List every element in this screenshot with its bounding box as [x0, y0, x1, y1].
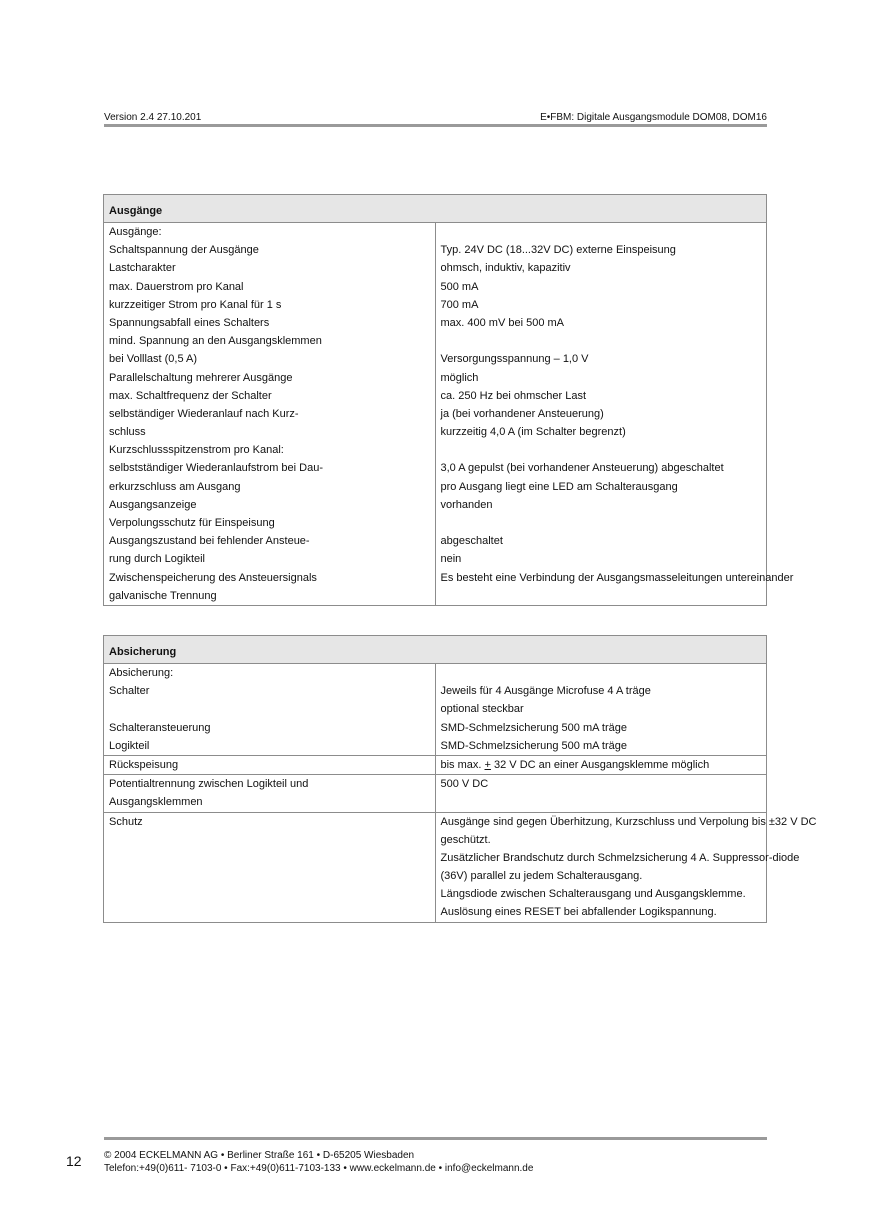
spec-line: Ausgangsanzeige — [109, 498, 197, 511]
protection-label-text: Schutz — [109, 815, 143, 828]
spec-line: Schalter — [109, 685, 150, 698]
spec-line — [441, 223, 762, 241]
spec-line — [441, 514, 762, 532]
footer-rule — [104, 1137, 767, 1140]
header-version: Version 2.4 27.10.201 — [104, 112, 202, 123]
spec-line — [441, 664, 762, 682]
spec-line: schluss — [109, 426, 146, 439]
spec-line: Parallelschaltung mehrerer Ausgänge — [109, 371, 293, 384]
page-number: 12 — [66, 1153, 82, 1169]
feedback-label — [104, 755, 436, 774]
spec-line — [109, 700, 430, 718]
spec-line: mind. Spannung an den Ausgangsklemmen — [109, 335, 322, 348]
spec-line: Auslösung eines RESET bei abfallender Logikspannung. — [440, 906, 717, 919]
fuse-table-title: Absicherung — [104, 636, 767, 664]
protection-value — [435, 812, 817, 922]
feedback-label-text: Rückspeisung — [109, 758, 179, 771]
spec-line: kurzzeitiger Strom pro Kanal für 1 s — [109, 298, 282, 311]
outputs-spec-table — [103, 194, 794, 606]
fuse-label-column — [104, 664, 436, 756]
footer-contact: Telefon:+49(0)611- 7103-0 • Fax:+49(0)611-7103-133 • www.eckelmann.de • info@eckelmann.de — [104, 1163, 534, 1174]
spec-line: Ausgänge sind gegen Überhitzung, Kurzschluss und Verpolung bis ±32 V DC — [440, 815, 817, 828]
spec-line: pro Ausgang liegt eine LED am Schalterausgang — [440, 480, 678, 493]
protection-label — [104, 812, 436, 922]
spec-line: kurzzeitig 4,0 A (im Schalter begrenzt) — [440, 426, 626, 439]
footer-address: © 2004 ECKELMANN AG • Berliner Straße 161 • D-65205 Wiesbaden — [104, 1150, 415, 1161]
spec-line: nein — [440, 553, 462, 566]
spec-line — [441, 441, 762, 459]
header-document-title: E•FBM: Digitale Ausgangsmodule DOM08, DOM16 — [540, 112, 767, 123]
spec-line: max. Dauerstrom pro Kanal — [109, 280, 244, 293]
isolation-label — [104, 775, 436, 812]
spec-line — [441, 587, 762, 605]
spec-line: max. 400 mV bei 500 mA — [440, 316, 565, 329]
spec-line: ca. 250 Hz bei ohmscher Last — [440, 389, 587, 402]
spec-line: Jeweils für 4 Ausgänge Microfuse 4 A träge — [440, 685, 651, 698]
spec-line: Ausgangszustand bei fehlender Ansteue- — [109, 535, 310, 548]
spec-line: ohmsch, induktiv, kapazitiv — [440, 262, 571, 275]
feedback-value-prefix: bis max. — [440, 758, 485, 771]
spec-line — [441, 332, 762, 350]
fuse-value-column — [435, 664, 767, 756]
spec-line: ja (bei vorhandener Ansteuerung) — [440, 407, 604, 420]
outputs-value-column — [435, 223, 794, 606]
spec-line: Absicherung: — [109, 667, 174, 679]
spec-line: vorhanden — [440, 498, 493, 511]
plus-minus-sign: + — [484, 758, 491, 771]
spec-line: Spannungsabfall eines Schalters — [109, 316, 270, 329]
spec-line: rung durch Logikteil — [109, 553, 206, 566]
spec-line: Schaltspannung der Ausgänge — [109, 244, 259, 257]
spec-line: bei Volllast (0,5 A) — [109, 353, 198, 366]
spec-line: Kurzschlussspitzenstrom pro Kanal: — [109, 444, 284, 457]
spec-line: Schalteransteuerung — [109, 721, 211, 734]
spec-line: erkurzschluss am Ausgang — [109, 480, 241, 493]
spec-line: Es besteht eine Verbindung der Ausgangsmasseleitungen untereinander — [440, 571, 794, 584]
feedback-value-suffix: 32 V DC an einer Ausgangsklemme möglich — [490, 758, 710, 771]
spec-line: 3,0 A gepulst (bei vorhandener Ansteuerung) abgeschaltet — [440, 462, 724, 475]
spec-line: Potentialtrennung zwischen Logikteil und — [109, 778, 309, 791]
spec-line: Zusätzlicher Brandschutz durch Schmelzsicherung 4 A. Suppressor-diode — [440, 851, 800, 864]
isolation-value-text: 500 V DC — [440, 778, 489, 791]
spec-line: selbstständiger Wiederanlaufstrom bei Dau- — [109, 462, 323, 475]
spec-line: möglich — [440, 371, 479, 384]
spec-line: 500 mA — [440, 280, 479, 293]
outputs-table-title: Ausgänge — [104, 195, 767, 223]
spec-line: abgeschaltet — [440, 535, 503, 548]
feedback-value — [435, 755, 767, 774]
header-rule — [104, 124, 767, 127]
isolation-value — [435, 775, 767, 812]
spec-line: optional steckbar — [440, 703, 524, 716]
spec-line: max. Schaltfrequenz der Schalter — [109, 389, 272, 402]
spec-line: Zwischenspeicherung des Ansteuersignals — [109, 571, 317, 584]
spec-line: Längsdiode zwischen Schalterausgang und Ausgangsklemme. — [440, 888, 746, 901]
spec-line: SMD-Schmelzsicherung 500 mA träge — [440, 739, 627, 752]
spec-line: selbständiger Wiederanlauf nach Kurz- — [109, 407, 299, 420]
spec-line: Logikteil — [109, 739, 150, 752]
spec-line: Lastcharakter — [109, 262, 176, 275]
spec-line: Ausgänge: — [109, 226, 162, 238]
fuse-spec-table — [103, 635, 817, 923]
spec-line: 700 mA — [440, 298, 479, 311]
feedback-value-text — [441, 756, 762, 774]
spec-line: Verpolungsschutz für Einspeisung — [109, 517, 275, 529]
spec-line: (36V) parallel zu jedem Schalterausgang. — [440, 870, 643, 883]
outputs-label-column — [104, 223, 436, 606]
spec-line: Versorgungsspannung – 1,0 V — [440, 353, 589, 366]
spec-line: galvanische Trennung — [109, 589, 217, 602]
spec-line: geschützt. — [440, 833, 491, 846]
spec-line: Typ. 24V DC (18...32V DC) externe Einspeisung — [440, 244, 676, 257]
spec-line: SMD-Schmelzsicherung 500 mA träge — [440, 721, 627, 734]
spec-line: Ausgangsklemmen — [109, 796, 203, 809]
